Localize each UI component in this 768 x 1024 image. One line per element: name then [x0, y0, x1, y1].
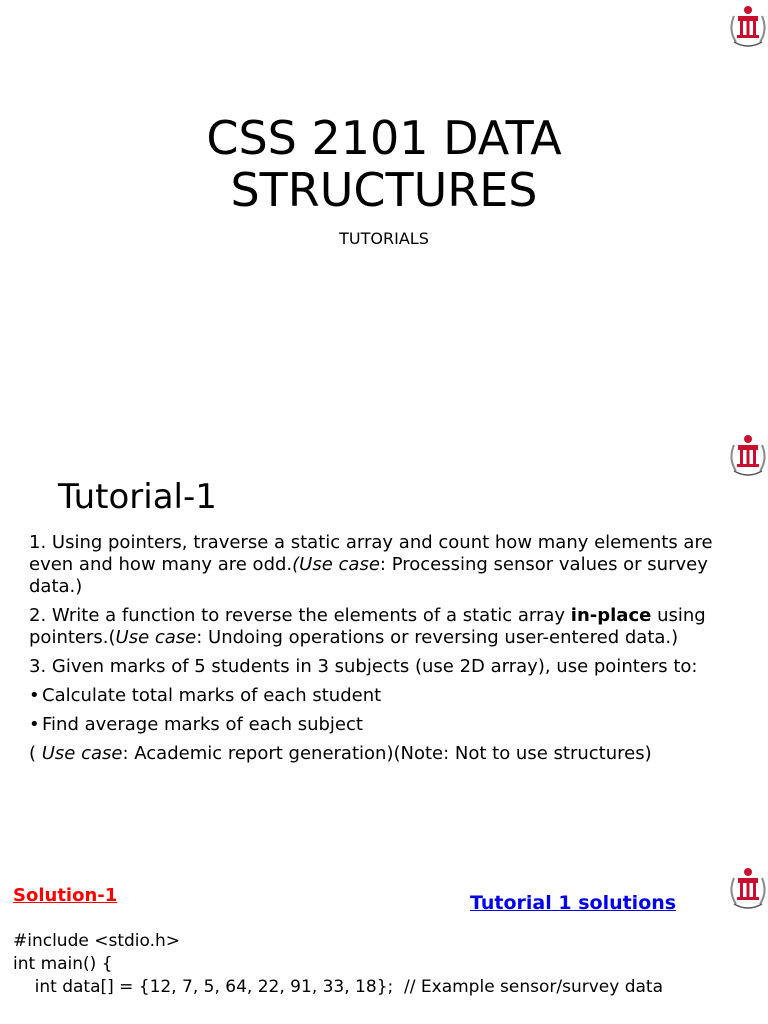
institution-emblem-icon [726, 2, 768, 56]
use-case-label: Use case [115, 627, 197, 648]
code-line: #include <stdio.h> [13, 931, 181, 951]
in-place-emphasis: in-place [570, 605, 652, 626]
question-2 [29, 605, 749, 649]
presentation-subtitle: TUTORIALS [339, 229, 429, 248]
question-3: 3. Given marks of 5 students in 3 subjects (use 2D array), use pointers to: [29, 656, 698, 677]
bullet-item-total: • Calculate total marks of each student [29, 685, 749, 707]
question-2-text: 2. Write a function to reverse the elements of a static array [29, 605, 571, 626]
note-open: ( [29, 743, 42, 764]
institution-emblem-icon [726, 864, 768, 918]
use-case-label: (Use case [292, 554, 380, 575]
question-1 [29, 532, 749, 598]
question-1-text: 1. Using pointers, traverse a static array and count how many elements are even and how many are odd. [29, 532, 713, 575]
title-line-2: STRUCTURES [230, 163, 538, 217]
code-line: int data[] = {12, 7, 5, 64, 22, 91, 33, 18}; // Example sensor/survey data [13, 977, 664, 997]
title-slide [0, 0, 768, 425]
note-text: : Academic report generation)(Note: Not to use structures) [122, 743, 652, 764]
use-case-label: Use case [41, 743, 123, 764]
solution-slide [0, 850, 768, 1024]
tutorial-solutions-link[interactable]: Tutorial 1 solutions [470, 892, 677, 914]
use-case-text: : Processing sensor values or survey data.) [29, 554, 708, 597]
solution-label: Solution-1 [13, 885, 118, 906]
bullet-item-average: • Find average marks of each subject [29, 714, 749, 736]
use-case-text: : Undoing operations or reversing user-entered data.) [196, 627, 679, 648]
tutorial-heading: Tutorial-1 [58, 477, 217, 517]
question-2-text-cont: using pointers.( [29, 605, 706, 648]
use-case-note [29, 743, 749, 765]
presentation-title [0, 112, 768, 216]
title-line-1: CSS 2101 DATA [206, 111, 562, 165]
code-block [13, 930, 753, 999]
code-line: int main() { [13, 954, 113, 974]
tutorial-slide [0, 425, 768, 850]
institution-emblem-icon [726, 431, 768, 485]
question-list [29, 532, 749, 772]
